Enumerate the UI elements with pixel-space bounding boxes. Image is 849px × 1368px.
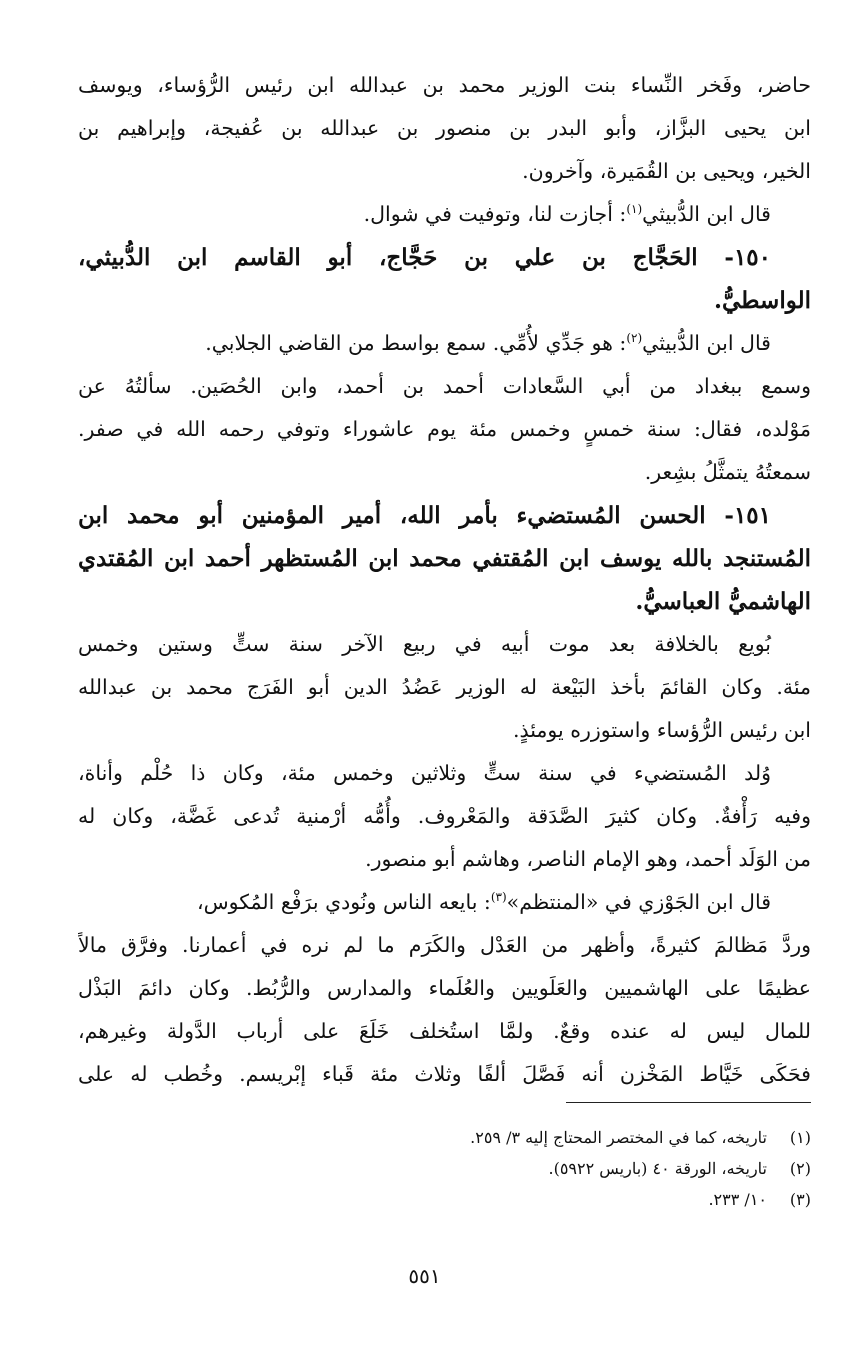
text-line-12: مئة. وكان القائمَ بأخذ البَيْعة له الوزير عَضُدُ الدين أبو الفَرَج محمد بن عبدالله [78,675,811,699]
text-line-16: من الوَلَد أحمد، وهو الإمام الناصر، وهاشم أبو منصور. [365,847,811,871]
text-line-8: وسمع ببغداد من أبي السَّعادات أحمد بن أحمد، وابن الحُصَين. سألتُهُ عن [78,374,811,398]
quote-intro: قال ابن الجَوْزي في «المنتظم» [506,890,771,914]
text-line-14: وُلد المُستضيء في سنة ستٍّ وثلاثين وخمس مئة، وكان ذا حُلْم وأناة، [78,761,771,785]
entry-151-heading: ١٥١- الحسن المُستضيء بأمر الله، أمير المؤمنين أبو محمد ابن [78,502,771,529]
footnote-number: (١) [789,1128,811,1147]
text-line-10: سمعتُهُ يتمثَّلُ بشِعر. [644,460,811,484]
text-line-19: عظيمًا على الهاشميين والعَلَويين والعُلَماء والمدارس والرُّبُط. وكان دائمَ البَذْل [78,976,811,1000]
main-text [78,64,811,1096]
entry-150-heading-cont: الواسطيُّ. [714,287,811,314]
text-line-17 [78,881,811,924]
footnote-3 [78,1184,811,1215]
footnote-ref-3: (٣) [490,890,507,905]
text-line-20: للمال ليس له عنده وقعٌ. ولمَّا استُخلف خَلَعَ على أرباب الدَّولة وغيرهم، [78,1019,811,1043]
quote-text: : أجازت لنا، وتوفيت في شوال. [363,202,627,226]
quote-intro: قال ابن الدُّبيثي [642,331,771,355]
text-line-9: مَوْلده، فقال: سنة خمسٍ وخمس مئة يوم عاشوراء وتوفي رحمه الله في صفر. [78,417,811,441]
footnote-number: (٣) [789,1190,811,1209]
text-line-4 [78,193,811,236]
text-line-7 [78,322,811,365]
quote-intro: قال ابن الدُّبيثي [642,202,771,226]
entry-150-heading: ١٥٠- الحَجَّاج بن علي بن حَجَّاج، أبو القاسم ابن الدُّبيثي، [78,244,771,271]
text-line-18: وردَّ مَظالمَ كثيرةً، وأظهر من العَدْل والكَرَم ما لم نره في أعمارنا. وفرَّق مالاً [78,933,811,957]
footnote-2 [78,1153,811,1184]
footnote-ref-2: (٢) [626,331,643,346]
entry-151-heading-end: الهاشميُّ العباسيُّ. [635,588,811,615]
footnote-ref-1: (١) [626,202,643,217]
page-number: ٥٥١ [408,1264,441,1288]
quote-text: : بايعه الناس ونُودي برَفْع المُكوس، [196,890,491,914]
quote-text: : هو جَدِّي لأُمِّي. سمع بواسط من القاضي الجلابي. [205,331,627,355]
text-line-1: حاضر، وفَخر النِّساء بنت الوزير محمد بن عبدالله ابن رئيس الرُّؤساء، ويوسف [78,73,811,97]
text-line-11: بُويع بالخلافة بعد موت أبيه في ربيع الآخر سنة ستٍّ وستين وخمس [78,632,771,656]
text-line-15: وفيه رَأْفةٌ. وكان كثيرَ الصَّدَقة والمَعْروف. وأُمُّه أرْمنية تُدعى غَضَّة، وكان له [78,804,811,828]
footnote-text: تاريخه، كما في المختصر المحتاج إليه ٣/ ٢٥٩. [470,1128,767,1147]
footnote-divider [566,1102,811,1103]
footnote-text: تاريخه، الورقة ٤٠ (باريس ٥٩٢٢). [548,1159,767,1178]
entry-151-heading-cont: المُستنجد بالله يوسف ابن المُقتفي محمد ابن المُستظهر أحمد ابن المُقتدي [78,545,811,572]
text-line-3: الخير، ويحيى بن القُمَيرة، وآخرون. [522,159,811,183]
text-line-21: فحَكَى خَيَّاط المَخْزن أنه فَصَّلَ ألفًا وثلاث مئة قَباء إبْريسم. وخُطب له على [78,1062,811,1086]
footnote-number: (٢) [789,1159,811,1178]
text-line-13: ابن رئيس الرُّؤساء واستوزره يومئذٍ. [512,718,811,742]
text-line-2: ابن يحيى البزَّاز، وأبو البدر بن منصور بن عبدالله بن عُفيجة، وإبراهيم بن [78,116,811,140]
footnote-text: ١٠/ ٢٣٣. [708,1190,767,1209]
footnote-1 [78,1122,811,1153]
footnotes [78,1122,811,1215]
